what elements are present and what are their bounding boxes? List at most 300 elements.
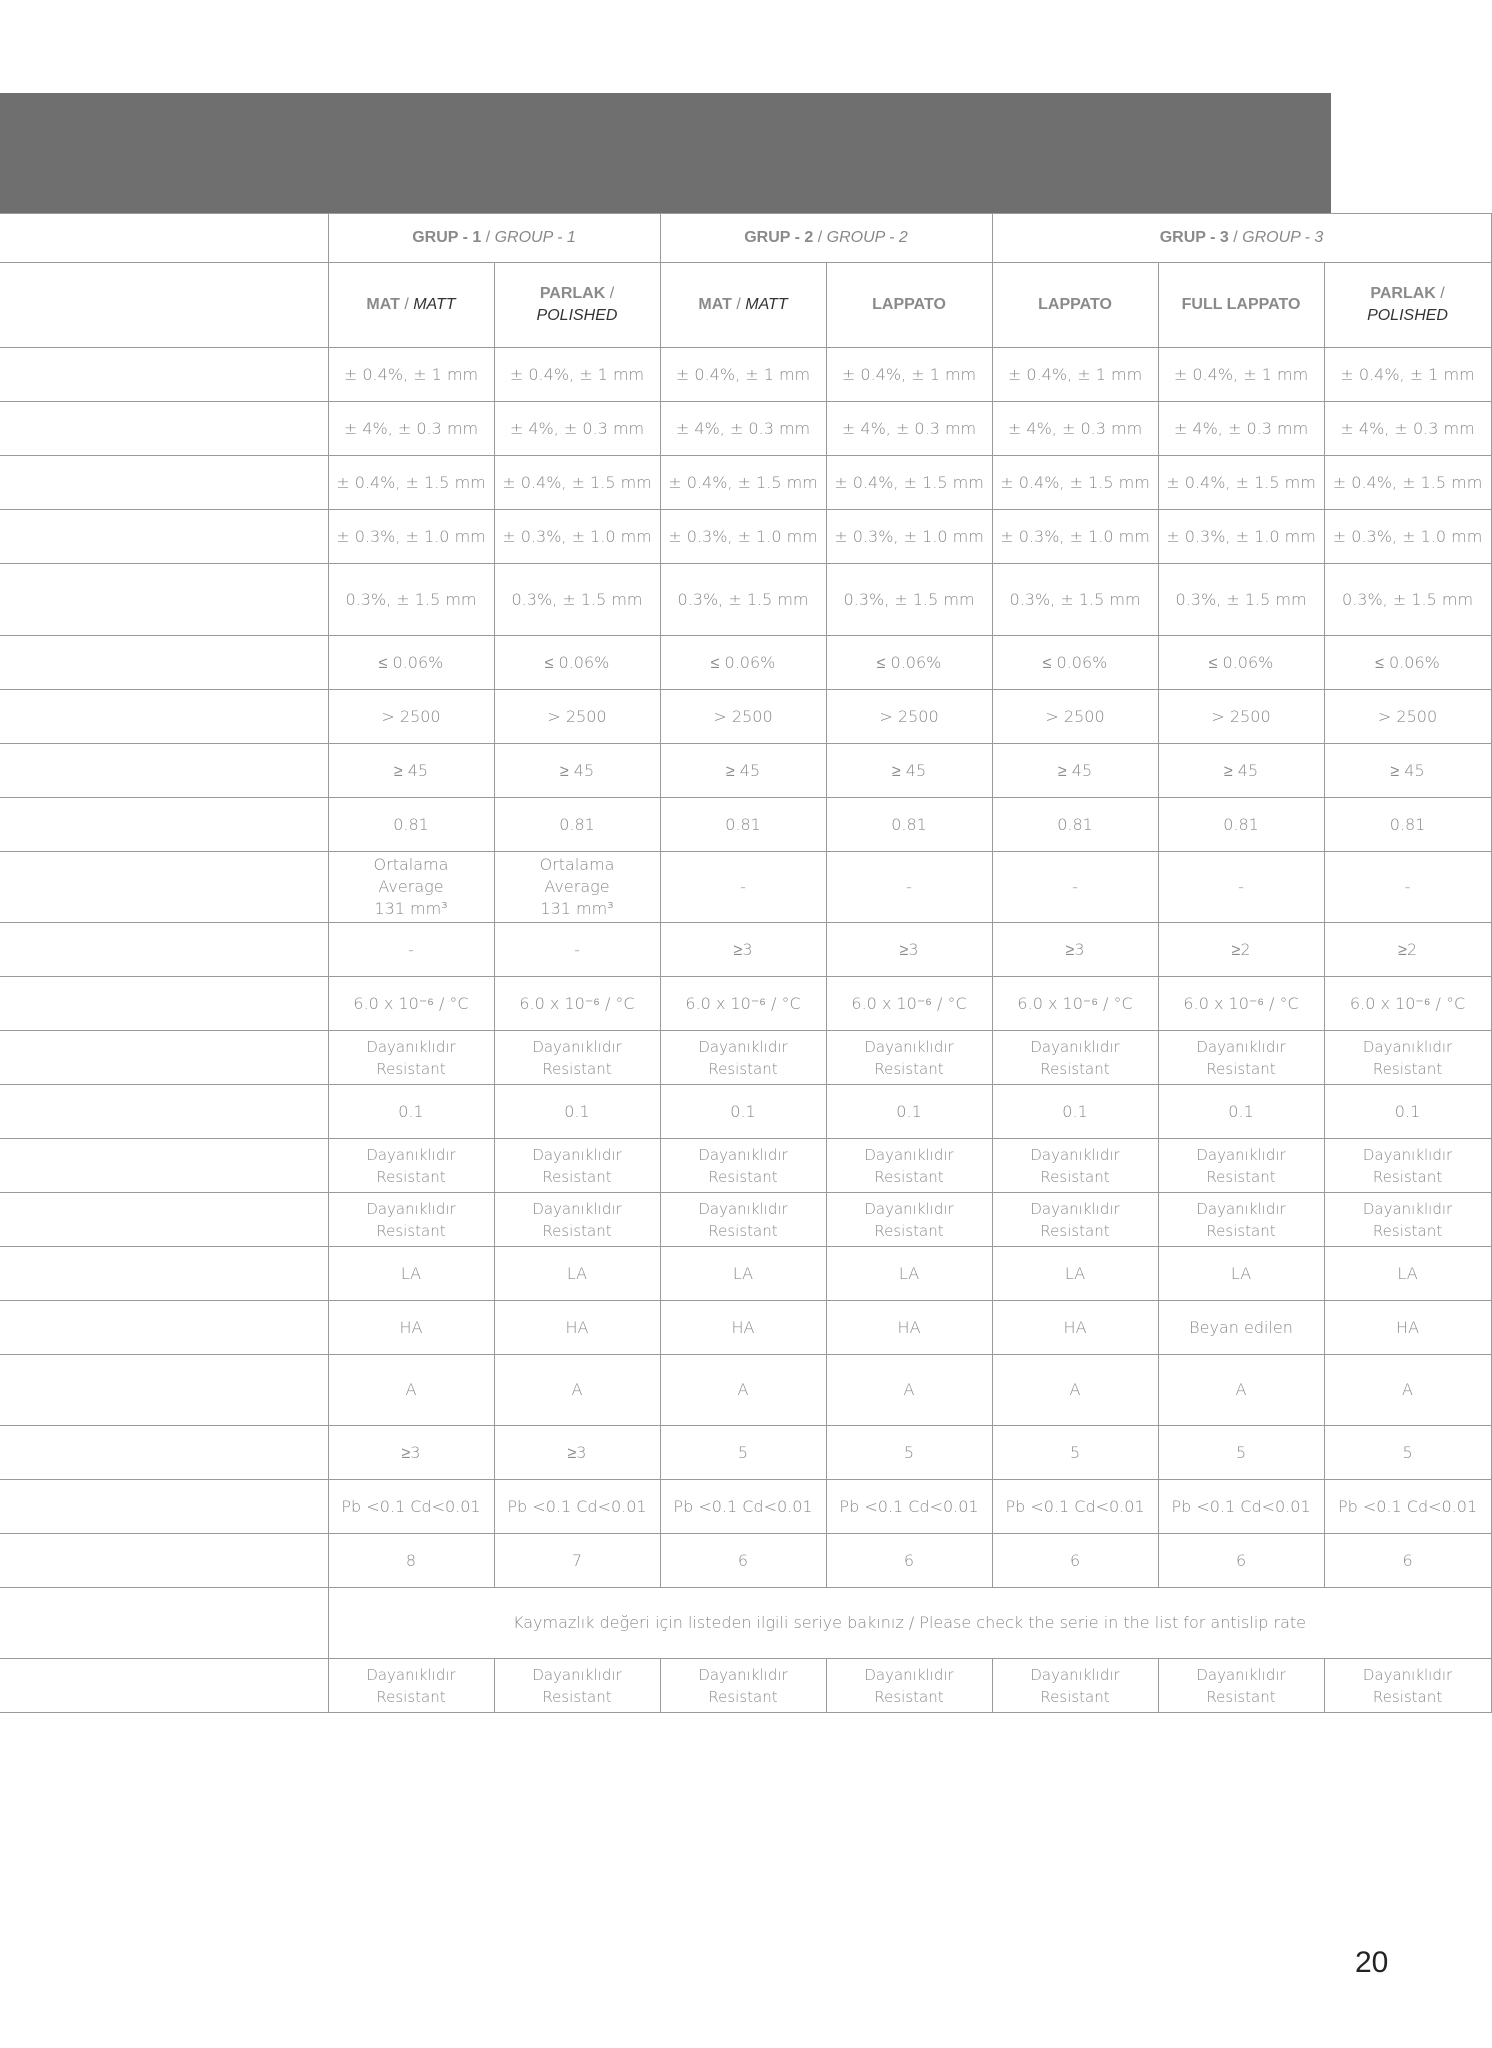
cell-line: Resistant [708,1221,778,1240]
table-cell: 0.81 [1158,798,1324,852]
cell-line: Resistant [376,1687,446,1706]
table-cell: ± 0.4%, ± 1.5 mm [826,456,992,510]
table-cell: HA [494,1301,660,1355]
cell-line: Dayanıklıdır [864,1665,954,1684]
table-cell: ± 4%, ± 0.3 mm [328,402,494,456]
table-cell: > 2500 [1324,690,1491,744]
cell-line: Dayanıklıdır [1030,1665,1120,1684]
table-cell: ± 4%, ± 0.3 mm [1324,402,1491,456]
table-cell-multiline [826,1659,992,1713]
specifications-table [0,213,1492,1713]
table-cell: ± 0.4%, ± 1.5 mm [1324,456,1491,510]
table-cell: 0.3%, ± 1.5 mm [992,564,1158,636]
table-cell: ≥ 45 [992,744,1158,798]
table-cell: ± 4%, ± 0.3 mm [826,402,992,456]
table-cell-multiline [494,1659,660,1713]
table-cell: ≥ 45 [826,744,992,798]
cell-line: Dayanıklıdır [698,1199,788,1218]
cell-line: Resistant [1372,1221,1443,1240]
table-cell: - [660,852,826,923]
table-cell: ± 0.4%, ± 1 mm [494,348,660,402]
stub-cell [0,1588,328,1659]
table-cell: Pb <0.1 Cd<0.01 [328,1480,494,1534]
table-cell: Pb <0.1 Cd<0.01 [826,1480,992,1534]
cell-line: Resistant [542,1221,612,1240]
table-cell: HA [1324,1301,1491,1355]
finish-header [1158,263,1324,348]
table-cell-multiline [992,1659,1158,1713]
page-number: 20 [1355,1946,1389,1979]
cell-line: Dayanıklıdır [698,1665,788,1684]
table-cell: LA [328,1247,494,1301]
cell-line: Resistant [1206,1687,1276,1706]
table-row [0,1301,1491,1355]
finish-header [826,263,992,348]
cell-line: Dayanıklıdır [532,1037,622,1056]
finish-header [992,263,1158,348]
table-cell-multiline [826,1139,992,1193]
table-cell-multiline [494,1139,660,1193]
table-cell: A [992,1355,1158,1426]
table-cell: ≤ 0.06% [992,636,1158,690]
table-cell: LA [660,1247,826,1301]
cell-line: Resistant [874,1167,944,1186]
stub-cell [0,1480,328,1534]
stub-cell [0,1085,328,1139]
table-row [0,690,1491,744]
cell-line: Dayanıklıdır [532,1665,622,1684]
cell-line: Dayanıklıdır [1030,1037,1120,1056]
table-row [0,456,1491,510]
group-header-row [0,214,1491,263]
cell-line: Dayanıklıdır [532,1145,622,1164]
table-cell-multiline [1158,1031,1324,1085]
table-cell-multiline [494,852,660,923]
table-cell: ≥ 45 [660,744,826,798]
table-cell: LA [1158,1247,1324,1301]
cell-line: Resistant [1206,1221,1276,1240]
table-cell: ± 0.4%, ± 1.5 mm [494,456,660,510]
table-cell: 0.81 [992,798,1158,852]
finish-header: PARLAK / POLISHED [1324,263,1491,348]
cell-line: Average [544,877,610,896]
cell-line: Dayanıklıdır [366,1145,456,1164]
table-cell: 6.0 x 10⁻⁶ / °C [660,977,826,1031]
stub-cell [0,1534,328,1588]
cell-line: Dayanıklıdır [1362,1037,1453,1056]
cell-line: Dayanıklıdır [1362,1199,1453,1218]
table-cell: ≤ 0.06% [494,636,660,690]
table-cell: ± 0.4%, ± 1 mm [826,348,992,402]
table-cell: HA [660,1301,826,1355]
stub-cell [0,348,328,402]
table-cell-multiline [1324,1031,1491,1085]
table-cell: 0.1 [826,1085,992,1139]
stub-cell [0,214,328,263]
table-cell: 6 [826,1534,992,1588]
table-cell: ≥2 [1324,923,1491,977]
stub-cell [0,690,328,744]
table-cell: 0.81 [328,798,494,852]
table-cell: 0.1 [1158,1085,1324,1139]
table-cell: 0.1 [992,1085,1158,1139]
table-cell: ± 0.4%, ± 1 mm [1158,348,1324,402]
table-cell: > 2500 [328,690,494,744]
table-cell-multiline [992,1139,1158,1193]
table-cell: 6 [1158,1534,1324,1588]
header-banner [0,93,1331,214]
cell-line: Resistant [1040,1167,1110,1186]
cell-line: Dayanıklıdır [1030,1199,1120,1218]
table-cell: ≤ 0.06% [328,636,494,690]
table-cell-multiline [660,1031,826,1085]
table-row [0,564,1491,636]
cell-line: Resistant [542,1059,612,1078]
table-cell: 0.3%, ± 1.5 mm [494,564,660,636]
table-cell: > 2500 [660,690,826,744]
cell-line: Resistant [708,1687,778,1706]
cell-line: Resistant [1372,1167,1443,1186]
finish-sublabel: MATT [413,296,456,313]
table-row [0,510,1491,564]
table-cell-multiline [328,1659,494,1713]
table-cell: 6 [992,1534,1158,1588]
table-cell: Beyan edilen [1158,1301,1324,1355]
table-cell: ± 0.3%, ± 1.0 mm [992,510,1158,564]
cell-line: Dayanıklıdır [1196,1037,1286,1056]
table-cell: > 2500 [992,690,1158,744]
table-cell-multiline [1324,1193,1491,1247]
cell-line: Dayanıklıdır [1362,1665,1453,1684]
cell-line: Resistant [542,1687,612,1706]
finish-sublabel: MATT [745,296,788,313]
table-cell: 0.81 [660,798,826,852]
table-cell: 6 [1324,1534,1491,1588]
table-cell: Pb <0.1 Cd<0.01 [992,1480,1158,1534]
cell-line: Dayanıklıdır [366,1199,456,1218]
table-cell-multiline [494,1031,660,1085]
stub-cell [0,1426,328,1480]
table-cell: 0.1 [1324,1085,1491,1139]
table-row [0,402,1491,456]
table-cell: > 2500 [1158,690,1324,744]
table-cell: - [1158,852,1324,923]
cell-line: Resistant [376,1167,446,1186]
group-label: GRUP - 1 [412,229,482,246]
table-cell: 0.3%, ± 1.5 mm [1158,564,1324,636]
stub-cell [0,636,328,690]
table-cell: Pb <0.1 Cd<0.01 [1324,1480,1491,1534]
table-cell: ± 0.3%, ± 1.0 mm [660,510,826,564]
table-cell: A [328,1355,494,1426]
table-cell: ≤ 0.06% [1158,636,1324,690]
finish-header: MAT / MATT [660,263,826,348]
finish-label: LAPPATO [1038,296,1112,313]
table-cell-multiline [660,1193,826,1247]
table-cell: 6.0 x 10⁻⁶ / °C [494,977,660,1031]
group-header: GRUP - 2 / GROUP - 2 [660,214,992,263]
table-cell: 0.1 [328,1085,494,1139]
table-cell-multiline [992,1193,1158,1247]
table-cell-multiline [1158,1139,1324,1193]
stub-cell [0,456,328,510]
cell-line: Dayanıklıdır [864,1037,954,1056]
table-cell: ± 0.4%, ± 1 mm [660,348,826,402]
cell-line: Dayanıklıdır [1030,1145,1120,1164]
table-cell: A [1324,1355,1491,1426]
stub-cell [0,923,328,977]
table-row [0,1480,1491,1534]
table-cell-multiline [328,1139,494,1193]
table-row [0,1534,1491,1588]
stub-cell [0,1659,328,1713]
stub-cell [0,510,328,564]
table-cell: 5 [992,1426,1158,1480]
finish-header: MAT / MATT [328,263,494,348]
table-cell: 5 [826,1426,992,1480]
table-body [0,214,1491,1713]
table-row [0,636,1491,690]
stub-cell [0,798,328,852]
table-cell: ± 0.3%, ± 1.0 mm [826,510,992,564]
table-cell-multiline [826,1031,992,1085]
stub-cell [0,1355,328,1426]
stub-cell [0,977,328,1031]
table-cell-multiline [1158,1193,1324,1247]
table-cell: 6.0 x 10⁻⁶ / °C [992,977,1158,1031]
table-row [0,1247,1491,1301]
cell-line: Resistant [542,1167,612,1186]
table-cell: - [494,923,660,977]
table-cell: ± 0.3%, ± 1.0 mm [328,510,494,564]
cell-line: Ortalama [373,855,449,874]
stub-cell [0,1139,328,1193]
finish-label: PARLAK [539,285,606,302]
table-cell: A [494,1355,660,1426]
table-cell: Pb <0.1 Cd<0.01 [494,1480,660,1534]
cell-line: Resistant [376,1221,446,1240]
cell-line: Average [378,877,444,896]
table-cell: Pb <0.1 Cd<0.01 [660,1480,826,1534]
table-cell-multiline [1324,1139,1491,1193]
table-row [0,923,1491,977]
cell-line: Dayanıklıdır [366,1037,456,1056]
table-cell: HA [826,1301,992,1355]
cell-line: Resistant [1206,1059,1276,1078]
table-cell: 6.0 x 10⁻⁶ / °C [1324,977,1491,1031]
table-cell: - [328,923,494,977]
table-cell: 0.3%, ± 1.5 mm [1324,564,1491,636]
table-cell: ± 0.4%, ± 1.5 mm [328,456,494,510]
cell-line: Resistant [874,1687,944,1706]
table-cell: A [826,1355,992,1426]
table-cell-multiline [328,852,494,923]
cell-line: Resistant [1040,1687,1110,1706]
cell-line: Dayanıklıdır [366,1665,456,1684]
table-cell: ± 0.4%, ± 1 mm [1324,348,1491,402]
table-cell: ≤ 0.06% [660,636,826,690]
table-cell: 6.0 x 10⁻⁶ / °C [1158,977,1324,1031]
table-cell: - [826,852,992,923]
finish-label: MAT [366,296,400,313]
table-cell: 0.3%, ± 1.5 mm [826,564,992,636]
finish-label: LAPPATO [872,296,946,313]
finish-sublabel: POLISHED [536,307,618,324]
table-cell: ± 0.4%, ± 1 mm [328,348,494,402]
table-row [0,798,1491,852]
table-row [0,1139,1491,1193]
table-cell: ± 0.3%, ± 1.0 mm [1324,510,1491,564]
table-cell: ≥ 45 [1324,744,1491,798]
table-row [0,1355,1491,1426]
table-row [0,1193,1491,1247]
group-label: GRUP - 2 [744,229,814,246]
table-cell: ≥3 [992,923,1158,977]
cell-line: Dayanıklıdır [864,1199,954,1218]
table-cell: 0.81 [826,798,992,852]
table-cell-multiline [826,1193,992,1247]
table-cell: ≥3 [328,1426,494,1480]
table-cell: Pb <0.1 Cd<0.01 [1158,1480,1324,1534]
cell-line: Resistant [874,1059,944,1078]
stub-cell [0,1247,328,1301]
table-cell: 0.81 [494,798,660,852]
table-row [0,1426,1491,1480]
group-header: GRUP - 3 / GROUP - 3 [992,214,1491,263]
table-row [0,348,1491,402]
table-cell-multiline [992,1031,1158,1085]
table-cell: 6 [660,1534,826,1588]
table-cell: HA [328,1301,494,1355]
group-label: GRUP - 3 [1159,229,1229,246]
table-cell: ≤ 0.06% [1324,636,1491,690]
stub-cell [0,1301,328,1355]
table-cell: 0.1 [494,1085,660,1139]
cell-line: 131 mm³ [540,899,614,918]
cell-line: Dayanıklıdır [532,1199,622,1218]
table-cell: > 2500 [494,690,660,744]
cell-line: Dayanıklıdır [698,1145,788,1164]
stub-cell [0,852,328,923]
cell-line: Resistant [1206,1167,1276,1186]
finish-sublabel: POLISHED [1367,307,1448,324]
table-cell: ≥3 [494,1426,660,1480]
finish-label: FULL LAPPATO [1181,296,1301,313]
table-cell: ± 4%, ± 0.3 mm [660,402,826,456]
table-row [0,852,1491,923]
stub-cell [0,1193,328,1247]
cell-line: Resistant [1372,1687,1443,1706]
finish-label: PARLAK [1370,285,1436,302]
table-cell: LA [826,1247,992,1301]
table-cell: ≥ 45 [494,744,660,798]
table-cell: ≥ 45 [1158,744,1324,798]
table-cell: ± 0.4%, ± 1.5 mm [660,456,826,510]
stub-cell [0,564,328,636]
cell-line: Dayanıklıdır [864,1145,954,1164]
table-cell-multiline [494,1193,660,1247]
table-cell: ≥2 [1158,923,1324,977]
table-cell: A [660,1355,826,1426]
cell-line: Resistant [1040,1059,1110,1078]
table-cell: > 2500 [826,690,992,744]
table-cell: 5 [1324,1426,1491,1480]
table-cell-multiline [1158,1659,1324,1713]
cell-line: Dayanıklıdır [1196,1145,1286,1164]
table-cell: ± 0.3%, ± 1.0 mm [494,510,660,564]
group-header: GRUP - 1 / GROUP - 1 [328,214,660,263]
table-cell: 0.3%, ± 1.5 mm [328,564,494,636]
cell-line: Resistant [708,1059,778,1078]
cell-line: Dayanıklıdır [1196,1665,1286,1684]
table-cell-multiline [660,1139,826,1193]
table-cell: 0.3%, ± 1.5 mm [660,564,826,636]
table-cell: 5 [1158,1426,1324,1480]
table-cell: 8 [328,1534,494,1588]
table-cell: - [992,852,1158,923]
cell-line: Resistant [708,1167,778,1186]
table-cell: ≤ 0.06% [826,636,992,690]
cell-line: Resistant [874,1221,944,1240]
table-cell-multiline [660,1659,826,1713]
cell-line: Ortalama [539,855,615,874]
stub-cell [0,1031,328,1085]
table-row [0,1085,1491,1139]
stub-cell [0,402,328,456]
stub-cell [0,744,328,798]
cell-line: Resistant [1372,1059,1443,1078]
table-cell: LA [1324,1247,1491,1301]
table-cell: HA [992,1301,1158,1355]
table-cell: A [1158,1355,1324,1426]
table-row [0,1031,1491,1085]
antislip-note: Kaymazlık değeri için listeden ilgili seriye bakınız / Please check the serie in the list for antislip rate [328,1588,1491,1659]
table-cell: ± 0.3%, ± 1.0 mm [1158,510,1324,564]
table-cell: ± 0.4%, ± 1.5 mm [1158,456,1324,510]
table-cell: ≥3 [826,923,992,977]
group-sublabel: GROUP - 1 [494,229,576,246]
table-cell-multiline [328,1193,494,1247]
table-cell: 6.0 x 10⁻⁶ / °C [328,977,494,1031]
table-row [0,977,1491,1031]
table-cell: 0.1 [660,1085,826,1139]
table-cell-multiline [1324,1659,1491,1713]
table-cell: 6.0 x 10⁻⁶ / °C [826,977,992,1031]
finish-header: PARLAK / POLISHED [494,263,660,348]
table-cell: LA [494,1247,660,1301]
group-sublabel: GROUP - 2 [826,229,908,246]
cell-line: Dayanıklıdır [698,1037,788,1056]
antislip-row [0,1588,1491,1659]
cell-line: Dayanıklıdır [1362,1145,1453,1164]
table-cell: ≥3 [660,923,826,977]
table-cell: ± 0.4%, ± 1.5 mm [992,456,1158,510]
finish-label: MAT [698,296,732,313]
cell-line: Resistant [376,1059,446,1078]
table-row [0,1659,1491,1713]
table-cell: ± 4%, ± 0.3 mm [1158,402,1324,456]
table-cell: ≥ 45 [328,744,494,798]
table-row [0,744,1491,798]
cell-line: 131 mm³ [374,899,448,918]
group-sublabel: GROUP - 3 [1242,229,1324,246]
table-cell: LA [992,1247,1158,1301]
cell-line: Dayanıklıdır [1196,1199,1286,1218]
table-cell: 5 [660,1426,826,1480]
table-cell: - [1324,852,1491,923]
table-cell-multiline [328,1031,494,1085]
stub-cell [0,263,328,348]
